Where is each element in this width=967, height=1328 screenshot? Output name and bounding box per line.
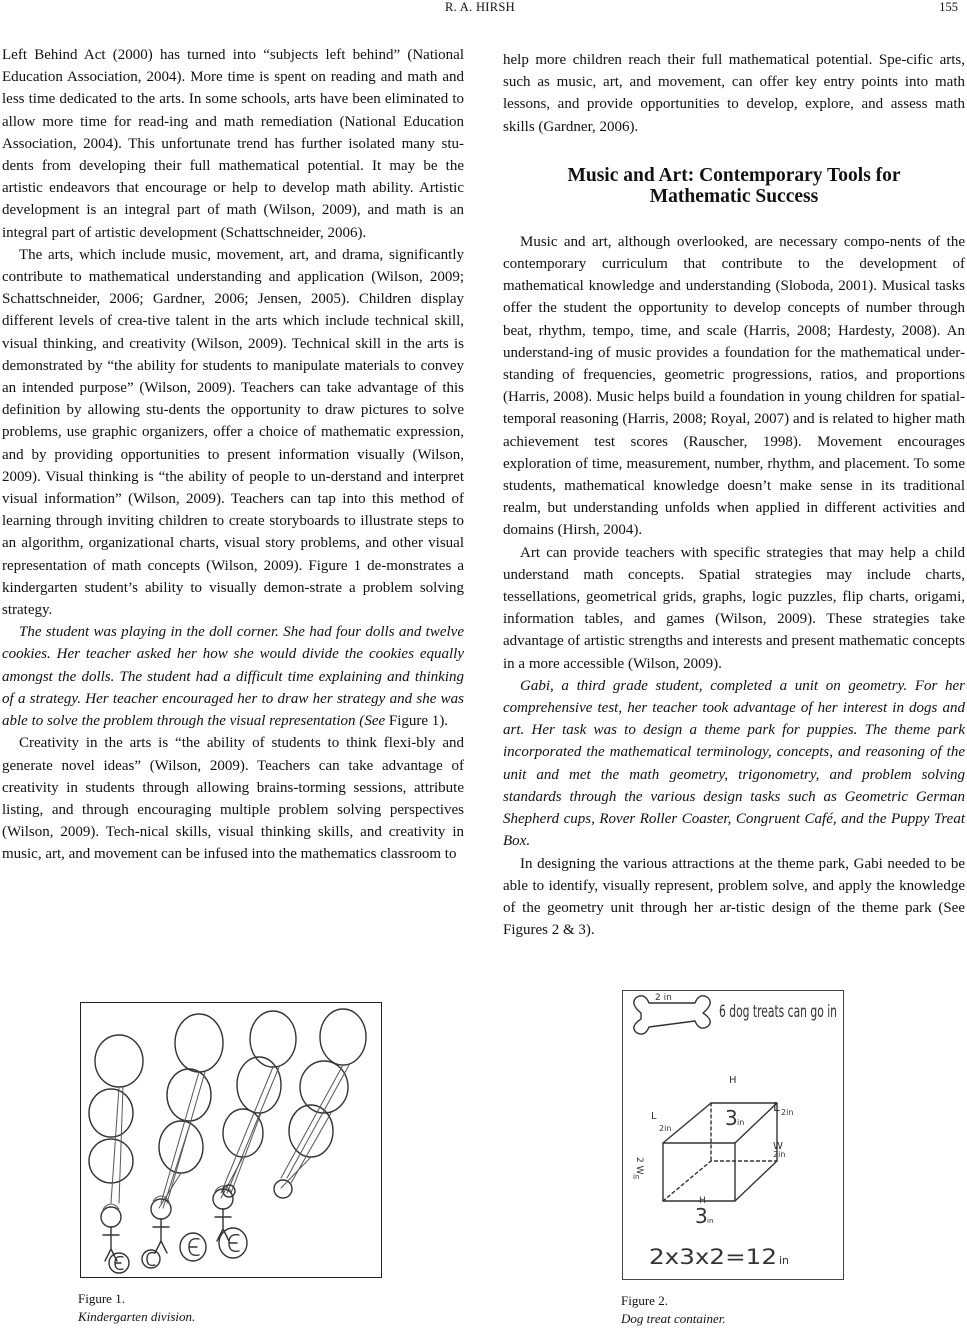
dog-treat-container-drawing [623,991,843,1279]
paragraph: Art can provide teachers with specific strategies that may help a child understand math concepts. Spatial strategies may include charts, tessellations, geometrical grids, graphs, logic puzzles, flip charts, origami, information tables, and games (Wilson, 2009). These strategies take advantage of artistic strengths and interests and present mathematic concepts in a more accessible (Wilson, 2009). [503,544,965,672]
cookie-circles [89,1009,366,1183]
figure-1-caption [78,1290,195,1326]
height-label-bottom: H [699,1196,706,1206]
width-label: W [773,1141,783,1152]
length-value-right: 2in [781,1108,794,1117]
figure-reference: Figure 1 [385,713,440,730]
treat-note: 6 dog treats can go in [719,1002,837,1022]
doll-figures [101,1180,292,1261]
height-value-bottom: 3 [695,1204,708,1228]
figure-1-drawing [80,1002,382,1278]
paragraph: Creativity in the arts is “the ability of students to think flexi-bly and generate novel ideas” (Wilson, 2009). Teachers can take advantage of creativity in students through allowing brains-torming sessions, attribute listing, and through encouraging multiple problem solving perspectives (Wilson, 2009). Tech-nical skills, visual thinking skills, and creativity in music, art, and movement can be infused into the mathematics classroom to [2,735,464,863]
kindergarten-drawing [81,1003,381,1277]
paragraph: The arts, which include music, movement, art, and drama, significantly contribute to mathematical understanding and application (Wilson, 2009; Schattschneider, 2006; Gardner, 2006; Jensen, 2005). Children display different levels of crea-tive talent in the arts which include technical skill, visual thinking, and creativity (Wilson, 2009). Technical skill in the arts is demonstrated by “the ability for students to manipulate materials to convey an intended purpose” (Wilson, 2009). Teachers can take advantage of this definition by allowing stu-dents the opportunity to draw pictures to solve problems, use graphic organizers, offer a choice of mathematic expression, and by providing opportunities to present information visually (Wilson, 2009). Visual thinking is “the ability of people to un-derstand and interpret visual information” (Wilson, 2009). Teachers can tap into this method of learning through inviting children to create storyboards to illustrate steps to an algorithm, organizational charts, visual story problems, and other visual representation of math concepts (Wilson, 2009). Figure 1 de-monstrates a kindergarten student’s ability to visually demon-strate a problem solving strategy. [2,246,464,619]
figure-2-drawing [622,990,844,1280]
figure-2-caption [621,1292,726,1328]
section-heading [503,165,965,207]
section-heading-line: Mathematic Success [649,185,819,207]
running-head-author: R. A. HIRSH [445,0,515,14]
width-value: 2in [773,1150,786,1159]
figure-label: Figure 1. [78,1291,125,1306]
height-value-top: 3 [725,1106,738,1130]
rectangular-prism [663,1103,777,1201]
case-text: The student was playing in the doll corner. She had four dolls and twelve cookies. Her teacher asked her how she would divide the cookies equally amongst the dolls. The student had a difficult time explaining and thinking of a strategy. Her teacher encouraged her to draw her strategy and she was able to solve the problem through the visual representation ( [2,624,464,730]
paragraph: Music and art, although overlooked, are necessary compo-nents of the contemporary curriculum that contribute to the development of mathematical knowledge and understanding (Sloboda, 2001). Musical tasks offer the student the opportunity to develop concepts of number through beat, rhythm, tempo, time, and scale (Harris, 2008; Hardesty, 2008). An understand-ing of music provides a foundation for the mathematical under-standing of frequencies, geometric progressions, ratios, and proportions (Harris, 2008). Music helps build a foundation in young children for spatial-temporal reasoning (Harris, 2008; Royal, 2007) and is related to higher math achievement test scores (Rauscher, 1998). Movement encourages exploration of time, measurement, number, rhythm, and placement. To some students, mathematical knowledge doesn’t make sense in its traditional realm, but understanding unfolds when applied in different activities and domains (Hirsh, 2004). [503,233,965,539]
length-value-left: 2in [659,1124,672,1133]
doll-details [103,1186,231,1209]
height-unit-top: in [737,1118,745,1127]
case-example [2,621,464,732]
side-unit: in [633,1173,640,1181]
left-column [2,44,464,866]
volume-equation: 2x3x2=12 [649,1245,777,1269]
division-lines [111,1065,349,1208]
see-reference: See [364,713,386,730]
right-column [503,49,965,941]
side-label: 2 W [634,1157,644,1175]
paragraph: Left Behind Act (2000) has turned into “subjects left behind” (National Education Association, 2004). More time is spent on reading and math and less time dedicated to the arts. In some schools, arts have been eliminated to allow more time for read-ing and math remediation (National Education Association, 2004). This unfortunate trend has further isolated many stu-dents from developing their full mathematical potential. It may be the artistic endeavors that encourage or help to develop math ability. Artistic development is an integral part of math (Wilson, 2009), and math is an integral part of artistic development (Schattschneider, 2006). [2,47,464,241]
figure-title: Dog treat container. [621,1311,726,1326]
paragraph: help more children reach their full mathematical potential. Spe-cific arts, such as music, art, and movement, can offer key entry points into math lessons, and provide opportunities to develop, explore, and assess math skills (Gardner, 2006). [503,52,965,135]
length-label-left: L [651,1111,657,1122]
paragraph: In designing the various attractions at the theme park, Gabi needed to be able to identify, visually represent, problem solve, and apply the knowledge of the geometry unit through her ar-tistic design of the theme park (See Figures 2 & 3). [503,855,965,939]
height-label-top: H [729,1075,737,1086]
reference-close: ). [439,713,449,730]
bone-icon [634,996,710,1034]
section-heading-line: Music and Art: Contemporary Tools for [567,164,901,186]
bone-label: 2 in [655,993,672,1003]
height-unit-bottom: in [707,1217,714,1225]
length-label-right: L [773,1100,780,1114]
volume-unit: in [779,1254,790,1267]
figure-label: Figure 2. [621,1293,668,1308]
figure-title: Kindergarten division. [78,1309,196,1324]
page-number: 155 [939,0,958,14]
case-example: Gabi, a third grade student, completed a unit on geometry. For her comprehensive test, her teacher took advantage of her interest in dogs and art. Her task was to design a theme park for puppies. The theme park incorporated the mathematical terminology, concepts, and reasoning of the unit and met the math geometry, trigonometry, and problem solving standards through the various design tasks such as Geometric German Shepherd cups, Rover Roller Coaster, Congruent Café, and the Puppy Treat Box. [503,677,965,850]
